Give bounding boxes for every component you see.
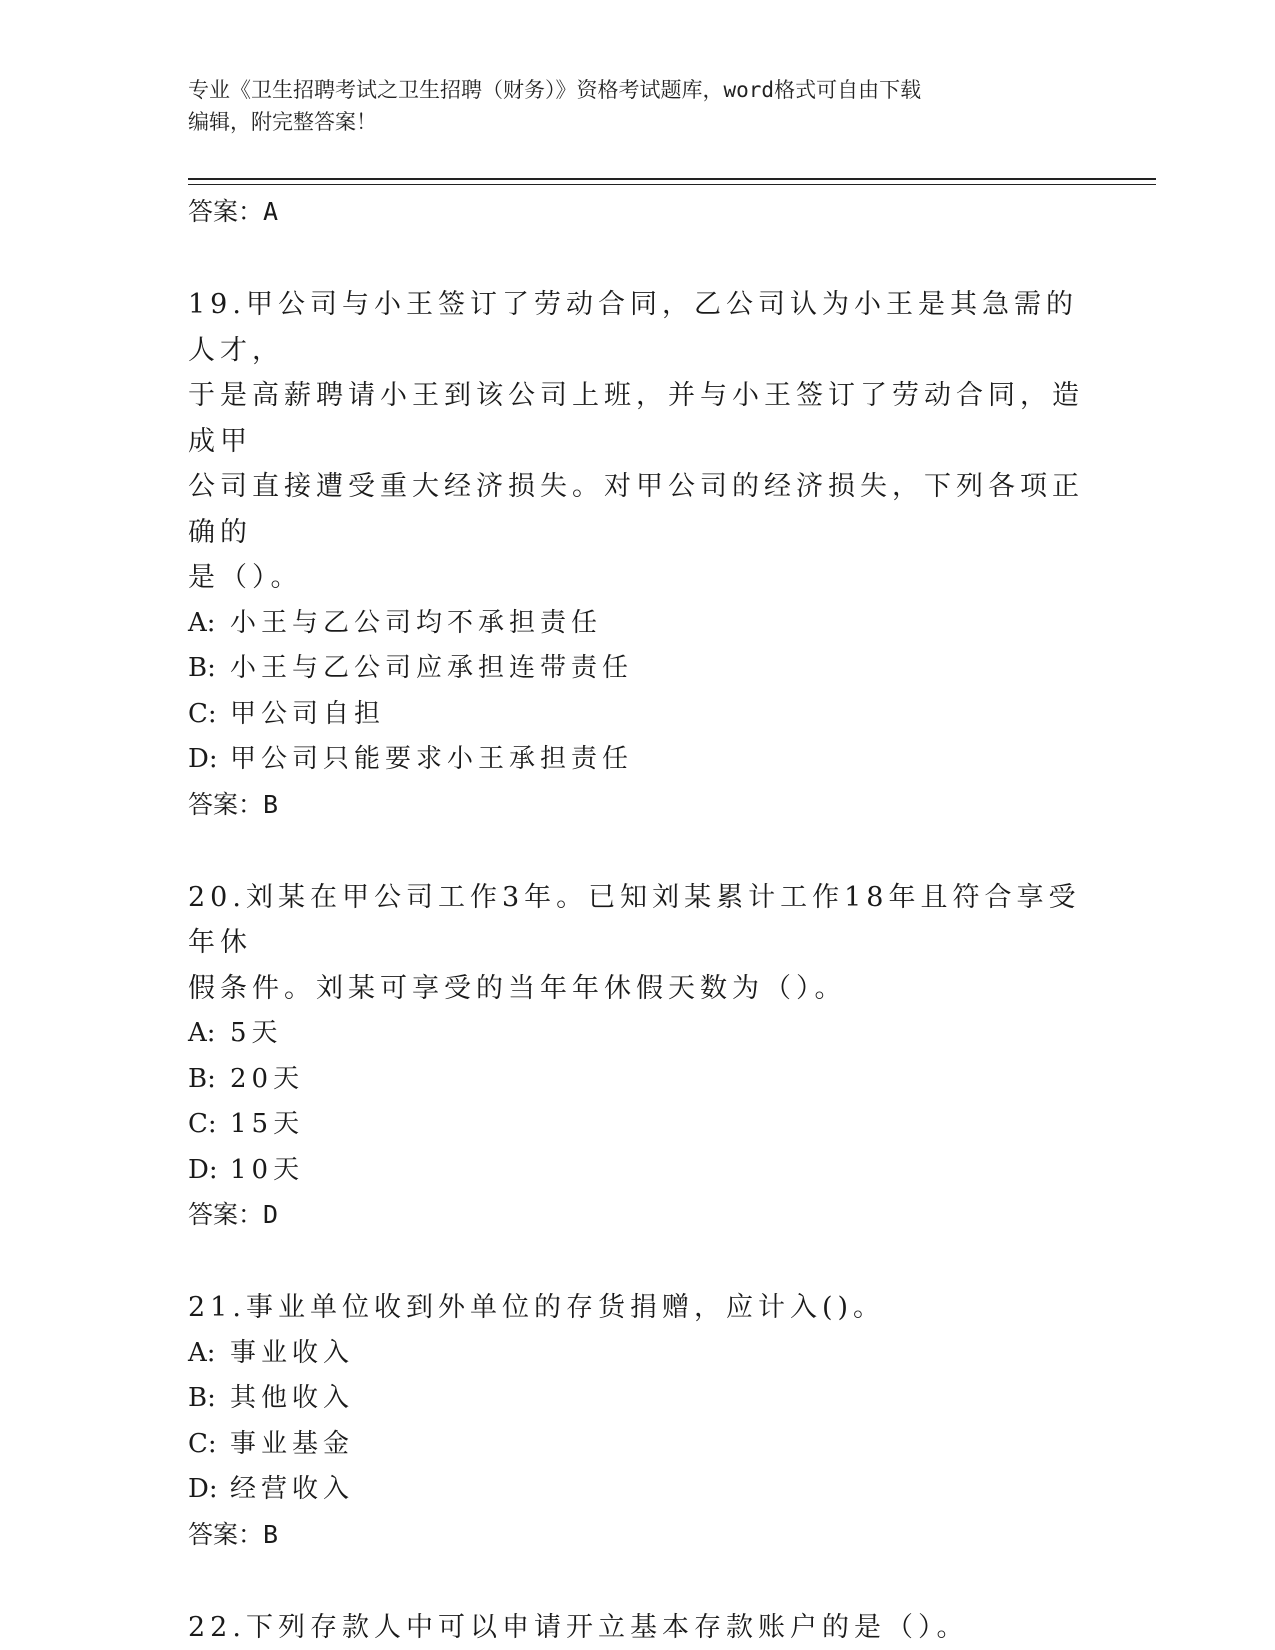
option-letter: C: bbox=[188, 1109, 217, 1139]
answer-label: 答案：B bbox=[188, 789, 279, 819]
option-d bbox=[188, 737, 1088, 783]
header-divider-thick bbox=[188, 178, 1156, 180]
option-text: 经营收入 bbox=[230, 1474, 355, 1504]
answer-label: 答案：D bbox=[188, 1200, 279, 1229]
question-list bbox=[188, 190, 1088, 1650]
option-letter: B: bbox=[188, 653, 216, 683]
stem-line: 20.刘某在甲公司工作3年。已知刘某累计工作18年且符合享受年休 bbox=[188, 881, 1081, 958]
option-c bbox=[188, 692, 1088, 738]
option-c bbox=[188, 1102, 1088, 1148]
option-text: 20天 bbox=[230, 1063, 305, 1094]
stem-line: 19.甲公司与小王签订了劳动合同，乙公司认为小王是其急需的人才， bbox=[188, 289, 1078, 366]
option-a bbox=[188, 1011, 1088, 1057]
option-text: 5天 bbox=[230, 1018, 283, 1048]
option-letter: C: bbox=[188, 1428, 217, 1459]
option-d bbox=[188, 1148, 1088, 1194]
stem-line: 于是高薪聘请小王到该公司上班，并与小王签订了劳动合同，造成甲 bbox=[188, 380, 1084, 457]
spacer bbox=[188, 234, 1088, 282]
question-20 bbox=[188, 875, 1088, 1238]
answer-label: 答案：B bbox=[188, 1519, 279, 1549]
option-text: 小王与乙公司均不承担责任 bbox=[230, 607, 603, 638]
spacer bbox=[188, 1557, 1088, 1605]
option-letter: C: bbox=[188, 698, 217, 729]
option-letter: A: bbox=[188, 1337, 216, 1368]
header-divider-thin bbox=[188, 184, 1156, 185]
option-text: 甲公司只能要求小王承担责任 bbox=[230, 744, 634, 774]
option-letter: B: bbox=[188, 1063, 216, 1094]
stem-line: 公司直接遭受重大经济损失。对甲公司的经济损失，下列各项正确的 bbox=[188, 471, 1084, 548]
stem-line: 21.事业单位收到外单位的存货捐赠，应计入()。 bbox=[188, 1292, 886, 1323]
option-letter: B: bbox=[188, 1383, 216, 1413]
document-header bbox=[188, 74, 1088, 138]
question-stem bbox=[188, 1605, 1088, 1650]
option-letter: A: bbox=[188, 1018, 216, 1048]
stem-line: 22.下列存款人中可以申请开立基本存款账户的是（）。 bbox=[188, 1611, 969, 1643]
header-line-1: 专业《卫生招聘考试之卫生招聘（财务）》资格考试题库，word格式可自由下载 bbox=[188, 78, 922, 102]
option-letter: D: bbox=[188, 1474, 218, 1504]
option-a bbox=[188, 601, 1088, 647]
option-letter: D: bbox=[188, 744, 218, 774]
option-b bbox=[188, 646, 1088, 692]
option-a bbox=[188, 1331, 1088, 1377]
option-c bbox=[188, 1422, 1088, 1468]
option-b bbox=[188, 1057, 1088, 1103]
option-letter: A: bbox=[188, 607, 216, 638]
option-letter: D: bbox=[188, 1154, 218, 1185]
question-21 bbox=[188, 1285, 1088, 1557]
question-stem bbox=[188, 282, 1088, 601]
question-stem bbox=[188, 875, 1088, 1012]
option-text: 事业基金 bbox=[230, 1428, 355, 1459]
stem-line: 假条件。刘某可享受的当年年休假天数为（）。 bbox=[188, 972, 847, 1004]
question-22 bbox=[188, 1605, 1088, 1650]
question-stem bbox=[188, 1285, 1088, 1331]
spacer bbox=[188, 1237, 1088, 1285]
option-text: 其他收入 bbox=[230, 1383, 355, 1413]
option-text: 15天 bbox=[230, 1109, 305, 1139]
option-d bbox=[188, 1467, 1088, 1513]
spacer bbox=[188, 827, 1088, 875]
header-line-2: 编辑，附完整答案！ bbox=[188, 110, 377, 134]
option-text: 小王与乙公司应承担连带责任 bbox=[230, 653, 634, 683]
question-19 bbox=[188, 282, 1088, 827]
option-b bbox=[188, 1376, 1088, 1422]
option-text: 10天 bbox=[230, 1154, 305, 1185]
stem-line: 是（）。 bbox=[188, 562, 303, 593]
option-text: 事业收入 bbox=[230, 1337, 355, 1368]
option-text: 甲公司自担 bbox=[230, 698, 386, 729]
previous-answer: 答案：A bbox=[188, 197, 279, 226]
